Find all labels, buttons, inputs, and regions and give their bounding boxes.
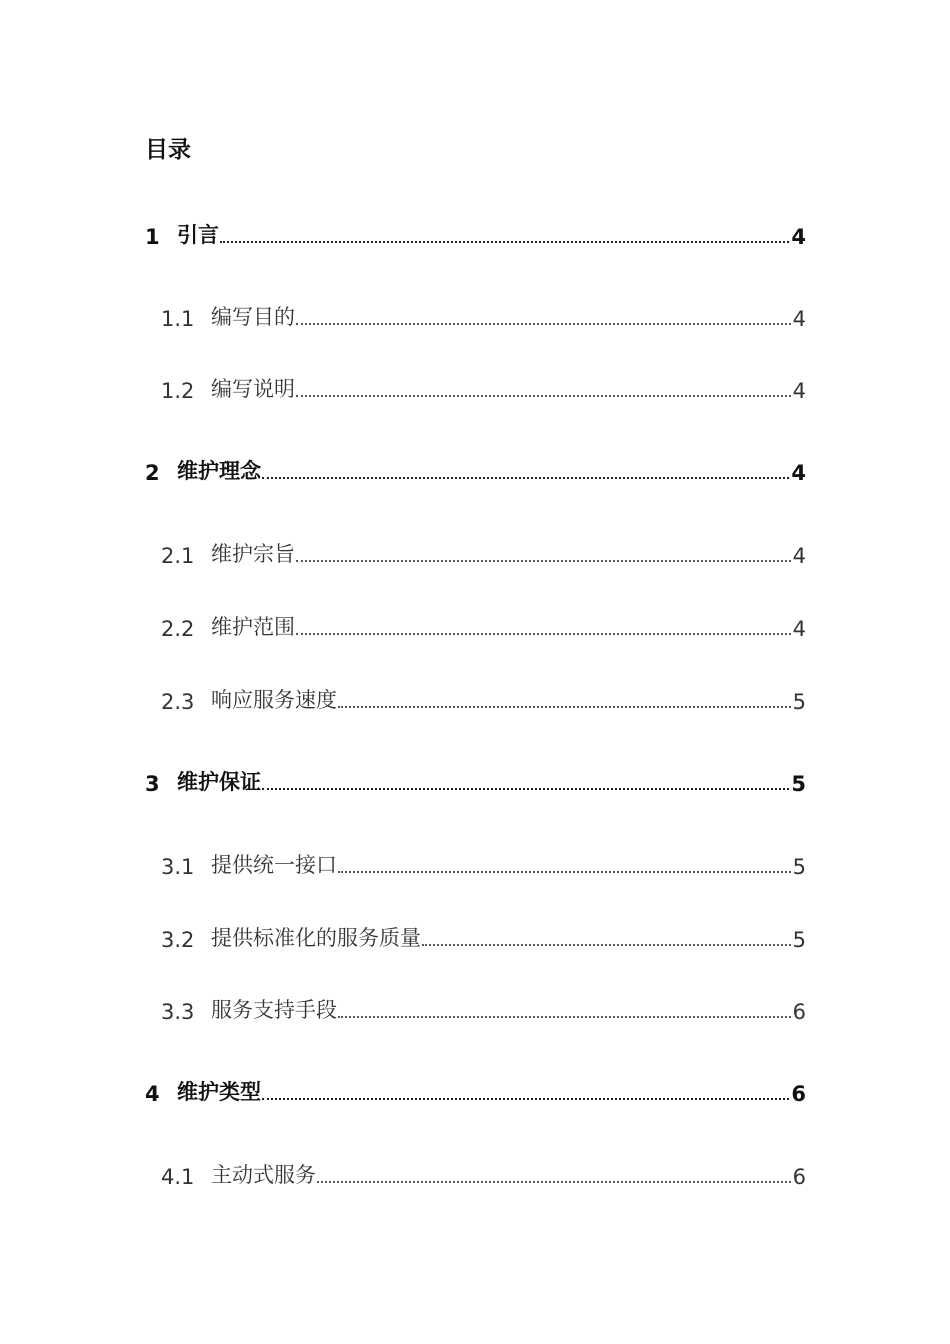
toc-entry[interactable] — [145, 682, 806, 714]
toc-entry-page: 4 — [791, 461, 806, 485]
toc-entry-page: 4 — [792, 307, 806, 331]
toc-entry[interactable] — [145, 920, 806, 952]
toc-entry-text: 维护类型 — [177, 1080, 261, 1104]
toc-entry-number: 2.3 — [161, 690, 195, 714]
toc-entry-text: 引言 — [177, 223, 219, 247]
toc-entry-number: 4.1 — [161, 1165, 195, 1189]
toc-entry-page: 4 — [792, 617, 806, 641]
toc-entry[interactable] — [145, 1157, 806, 1189]
toc-entry-page: 6 — [792, 1000, 806, 1024]
toc-entry-text: 维护宗旨 — [211, 542, 295, 566]
toc-entry-number: 4 — [145, 1082, 160, 1106]
toc-entry-page: 4 — [792, 379, 806, 403]
toc-entry-number: 2.1 — [161, 544, 195, 568]
dot-leader — [422, 944, 791, 946]
toc-entry[interactable] — [145, 609, 806, 641]
dot-leader — [296, 560, 791, 562]
toc-entry[interactable] — [145, 536, 806, 568]
toc-entry-number: 1.2 — [161, 379, 195, 403]
toc-entry-text: 响应服务速度 — [211, 688, 337, 712]
dot-leader — [296, 633, 791, 635]
toc-entry-number: 3.2 — [161, 928, 195, 952]
toc-entry-number: 2.2 — [161, 617, 195, 641]
toc-entry-page: 5 — [792, 690, 806, 714]
toc-entry[interactable] — [145, 847, 806, 879]
dot-leader — [262, 788, 789, 790]
toc-entry-page: 6 — [791, 1082, 806, 1106]
toc-entry-text: 主动式服务 — [211, 1163, 316, 1187]
dot-leader — [317, 1181, 791, 1183]
toc-entry-page: 4 — [792, 544, 806, 568]
toc-entry[interactable] — [145, 453, 806, 485]
toc-entry-number: 3.3 — [161, 1000, 195, 1024]
toc-entry[interactable] — [145, 764, 806, 796]
toc-entry-number: 3 — [145, 772, 160, 796]
toc-entry-text: 维护范围 — [211, 615, 295, 639]
toc-entry-page: 5 — [792, 928, 806, 952]
toc-entry-page: 4 — [791, 225, 806, 249]
toc-entry-text: 维护理念 — [177, 459, 261, 483]
dot-leader — [338, 706, 791, 708]
toc-title: 目录 — [145, 137, 191, 163]
toc-entry-page: 5 — [792, 855, 806, 879]
toc-entry-text: 提供统一接口 — [211, 853, 337, 877]
toc-entry-text: 维护保证 — [177, 770, 261, 794]
toc-entry-number: 1.1 — [161, 307, 195, 331]
toc-entry[interactable] — [145, 371, 806, 403]
toc-entry-number: 2 — [145, 461, 160, 485]
toc-entry-page: 5 — [791, 772, 806, 796]
toc-entry-page: 6 — [792, 1165, 806, 1189]
toc-entry[interactable] — [145, 992, 806, 1024]
toc-entry-text: 提供标准化的服务质量 — [211, 926, 421, 950]
dot-leader — [220, 241, 789, 243]
toc-entry[interactable] — [145, 217, 806, 249]
dot-leader — [338, 871, 791, 873]
toc-entry[interactable] — [145, 299, 806, 331]
toc-entry-text: 编写目的 — [211, 305, 295, 329]
dot-leader — [338, 1016, 791, 1018]
dot-leader — [296, 395, 791, 397]
dot-leader — [296, 323, 791, 325]
dot-leader — [262, 1098, 789, 1100]
toc-entry-number: 3.1 — [161, 855, 195, 879]
toc-entry-text: 服务支持手段 — [211, 998, 337, 1022]
dot-leader — [262, 477, 789, 479]
toc-entry-number: 1 — [145, 225, 160, 249]
toc-entry[interactable] — [145, 1074, 806, 1106]
toc-entry-text: 编写说明 — [211, 377, 295, 401]
